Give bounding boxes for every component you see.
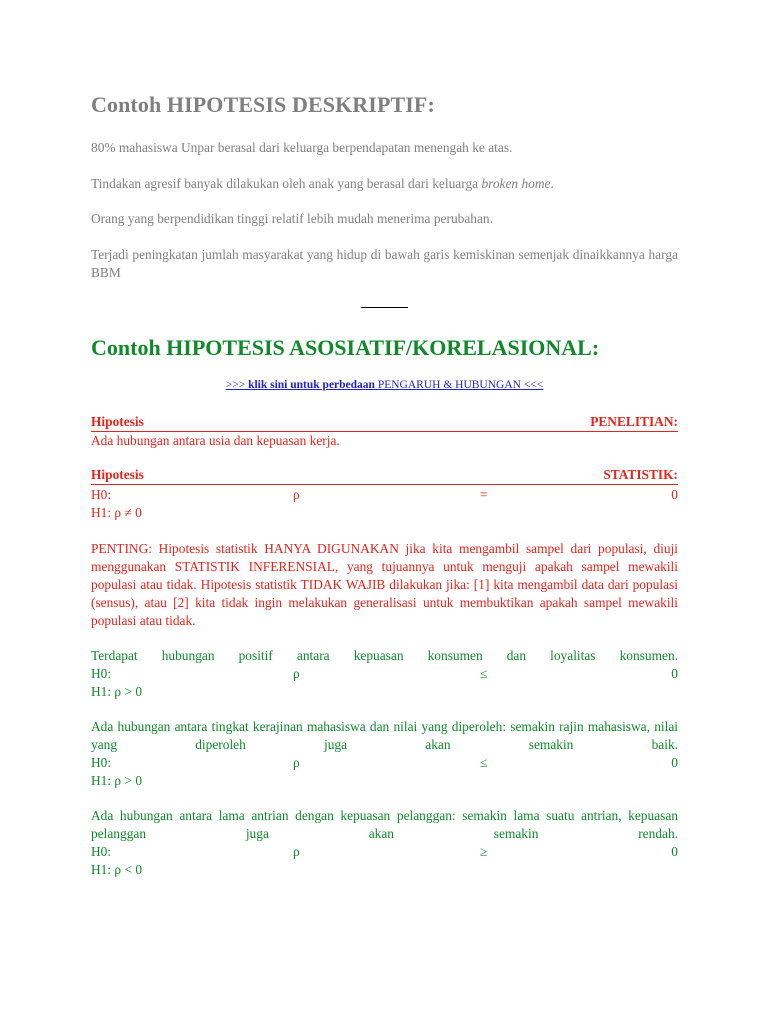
h0-value: 0 <box>671 844 678 859</box>
statistic-h1-row: H1: ρ ≠ 0 <box>91 505 142 520</box>
h0-operator: ≤ <box>480 755 488 770</box>
h0-label: H0: <box>91 487 112 502</box>
descriptive-example-2-text: Tindakan agresif banyak dilakukan oleh anak yang berasal dari keluarga <box>91 176 482 191</box>
descriptive-example-4: Terjadi peningkatan jumlah masyarakat yang hidup di bawah garis kemiskinan semenjak dinaikkannya harga BBM <box>91 247 678 280</box>
example-2-text: Ada hubungan antara tingkat kerajinan mahasiswa dan nilai yang diperoleh: semakin rajin mahasiswa, nilai yang diperoleh juga akan semakin baik. <box>91 719 678 752</box>
descriptive-example-3: Orang yang berpendidikan tinggi relatif lebih mudah menerima perubahan. <box>91 211 493 226</box>
h0-operator: ≤ <box>480 666 488 681</box>
h0-value: 0 <box>671 487 678 502</box>
example-2-h1-row: H1: ρ > 0 <box>91 773 143 788</box>
statistic-label-right: STATISTIK: <box>603 467 678 482</box>
descriptive-example-1: 80% mahasiswa Unpar berasal dari keluarga berpendapatan menengah ke atas. <box>91 140 513 155</box>
research-label-left: Hipotesis <box>91 414 144 429</box>
link-prefix: >>> <box>225 379 249 391</box>
descriptive-example-2-italic: broken home <box>481 176 551 191</box>
link-rest-text: PENGARUH & HUBUNGAN <<< <box>374 379 544 391</box>
associative-heading: Contoh HIPOTESIS ASOSIATIF/KORELASIONAL: <box>91 335 600 360</box>
h0-value: 0 <box>671 755 678 770</box>
example-1-text: Terdapat hubungan positif antara kepuasan konsumen dan loyalitas konsumen. <box>91 648 678 663</box>
example-1-h0-row <box>91 665 678 683</box>
h0-rho: ρ <box>293 844 300 859</box>
h0-rho: ρ <box>293 666 300 681</box>
research-hypothesis-label <box>91 413 678 432</box>
example-3-h0-row <box>91 843 678 861</box>
h0-rho: ρ <box>293 487 300 502</box>
descriptive-heading: Contoh HIPOTESIS DESKRIPTIF: <box>91 92 435 117</box>
research-label-right: PENELITIAN: <box>590 414 678 429</box>
example-3-text: Ada hubungan antara lama antrian dengan kepuasan pelanggan: semakin lama suatu antrian, kepuasan pelanggan juga akan semakin rendah. <box>91 808 678 841</box>
statistic-h0-row <box>91 486 678 504</box>
h0-operator: ≥ <box>480 844 488 859</box>
difference-link-row <box>91 379 678 391</box>
descriptive-example-2 <box>91 175 678 193</box>
example-2-h0-row <box>91 754 678 772</box>
h0-operator: = <box>480 487 488 502</box>
h0-rho: ρ <box>293 755 300 770</box>
difference-link[interactable] <box>226 379 544 391</box>
example-3-h1-row: H1: ρ < 0 <box>91 862 143 877</box>
link-bold-text: klik sini untuk perbedaan <box>248 379 375 391</box>
h0-value: 0 <box>671 666 678 681</box>
example-1-h1-row: H1: ρ > 0 <box>91 684 143 699</box>
statistic-hypothesis-label <box>91 466 678 485</box>
statistic-label-left: Hipotesis <box>91 467 144 482</box>
section-divider <box>361 307 408 308</box>
h0-label: H0: <box>91 844 112 859</box>
research-hypothesis-text: Ada hubungan antara usia dan kepuasan kerja. <box>91 433 340 448</box>
descriptive-example-2-end: . <box>550 176 554 191</box>
h0-label: H0: <box>91 666 112 681</box>
h0-label: H0: <box>91 755 112 770</box>
important-note: PENTING: Hipotesis statistik HANYA DIGUNAKAN jika kita mengambil sampel dari populasi, diuji menggunakan STATISTIK INFERENSIAL, yang tujuannya untuk menguji apakah sampel mewakili populasi atau tidak. Hipotesis statistik TIDAK WAJIB dilakukan jika: [1] kita mengambil data dari populasi (sensus), atau [2] kita tidak ingin melakukan generalisasi untuk membuktikan apakah sampel mewakili populasi atau tidak. <box>91 541 678 628</box>
